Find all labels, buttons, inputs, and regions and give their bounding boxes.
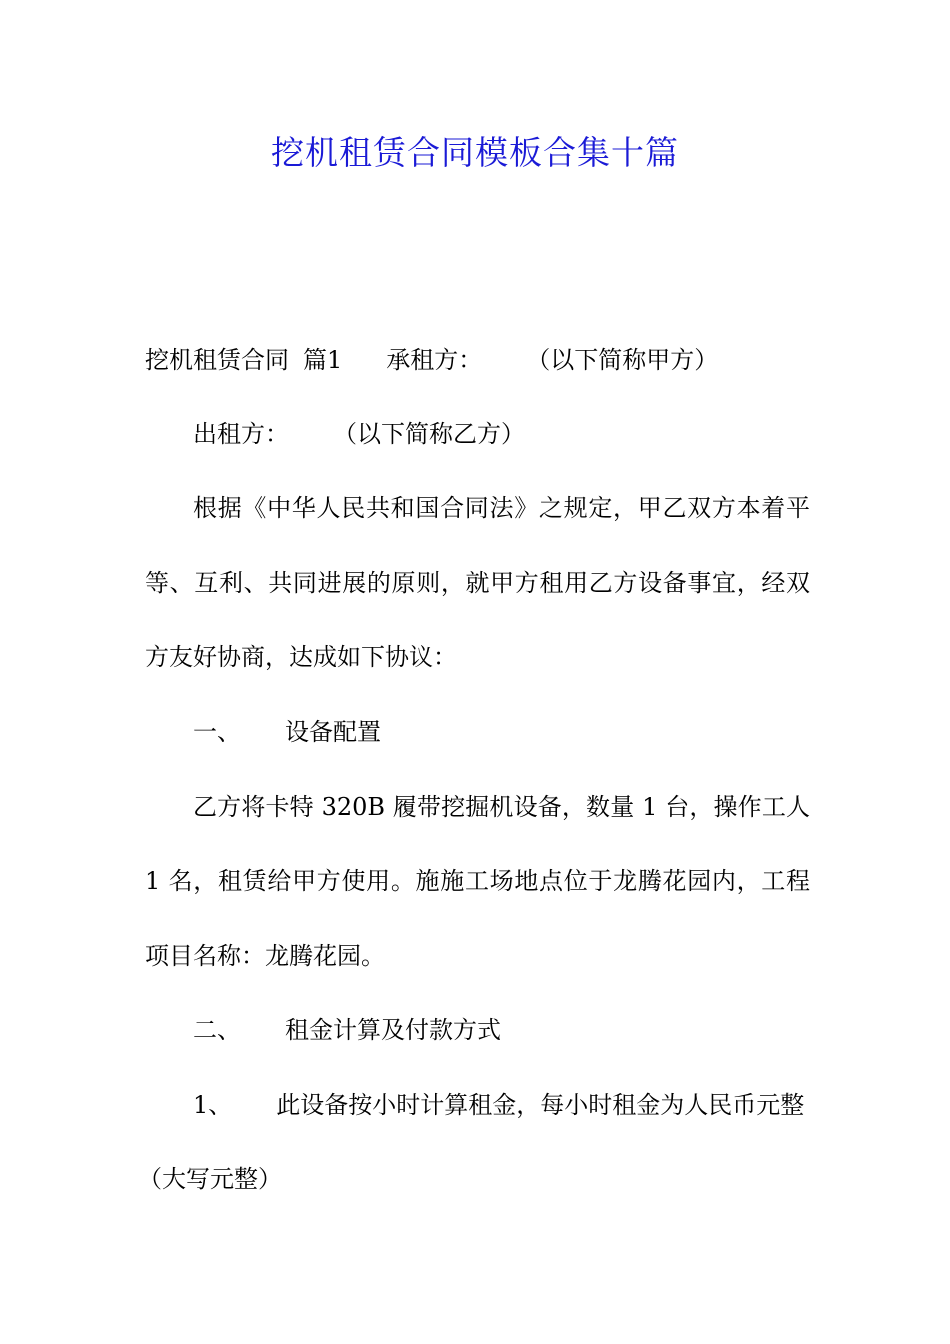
contract-label: 挖机租赁合同 — [145, 346, 289, 374]
preamble-line-3: 方友好协商，达成如下协议： — [145, 643, 457, 671]
part-label: 篇1 — [303, 346, 343, 374]
preamble-line-2: 等、互利、共同进展的原则，就甲方租用乙方设备事宜，经双 — [145, 569, 810, 597]
preamble-line-1: 根据《中华人民共和国合同法》之规定，甲乙双方本着平 — [193, 494, 810, 522]
section1-line-3: 项目名称：龙腾花园。 — [145, 942, 385, 970]
contract-header-line — [145, 342, 810, 378]
lessee-label: 承租方： — [386, 346, 483, 374]
document-title: 挖机租赁合同模板合集十篇 — [271, 133, 679, 172]
lessor-label: 出租方： — [193, 420, 289, 448]
section1-line-1: 乙方将卡特 320B 履带挖掘机设备，数量 1 台，操作工人 — [193, 793, 810, 821]
section1-title: 设备配置 — [285, 718, 381, 746]
lessee-alias: （以下简称甲方） — [526, 346, 719, 374]
lessor-alias: （以下简称乙方） — [333, 420, 525, 448]
section2-item1-line — [145, 1087, 810, 1123]
lessor-line — [145, 416, 810, 452]
section1-line-2: 1 名，租赁给甲方使用。施施工场地点位于龙腾花园内，工程 — [145, 867, 810, 895]
section2-item1-text: 此设备按小时计算租金，每小时租金为人民币元整 — [276, 1091, 805, 1119]
section1-number: 一、 — [193, 718, 241, 746]
section1-heading — [145, 714, 810, 750]
section2-title: 租金计算及付款方式 — [285, 1016, 501, 1044]
section2-number: 二、 — [193, 1016, 241, 1044]
section2-item1-continuation: （大写元整） — [138, 1165, 282, 1193]
section2-item1-number: 1、 — [193, 1091, 233, 1119]
section2-heading — [145, 1012, 810, 1048]
